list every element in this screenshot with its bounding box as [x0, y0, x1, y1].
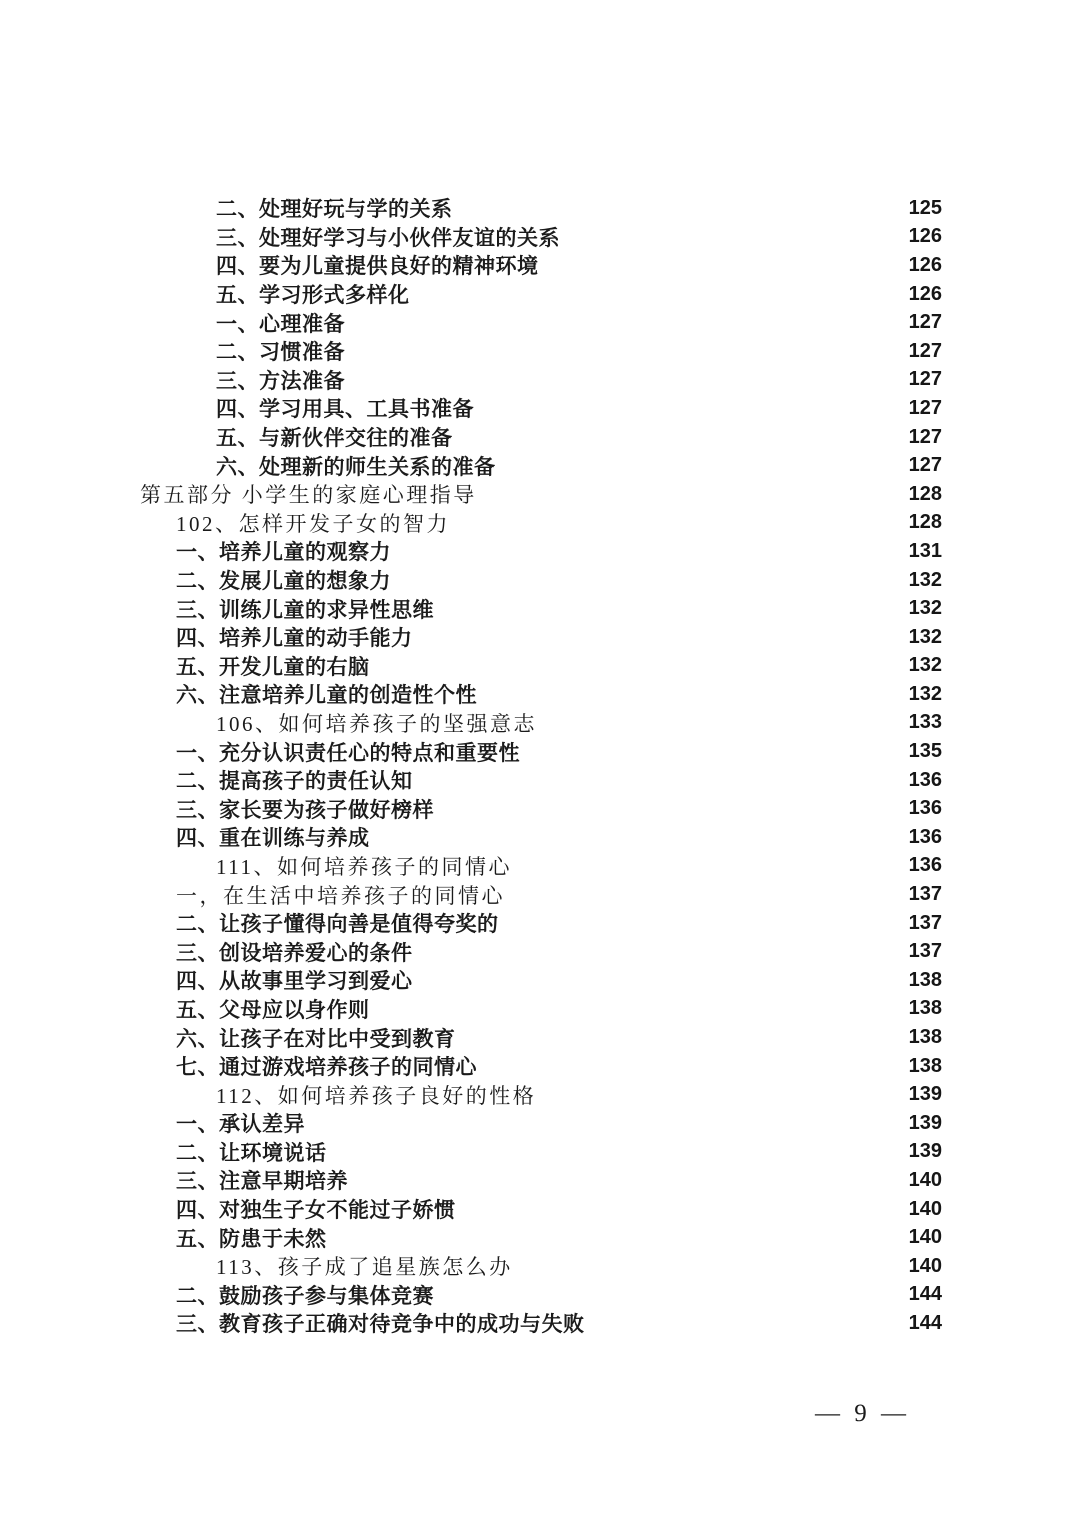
toc-entry [140, 594, 942, 623]
toc-entry [140, 937, 942, 966]
toc-entry-page: 138 [908, 997, 942, 1020]
toc-entry-title: 二、习惯准备 [216, 341, 345, 365]
toc-entry-title: 五、防患于未然 [176, 1227, 327, 1251]
toc-entry-title: 五、与新伙伴交往的准备 [216, 427, 453, 451]
toc-entry-title: 七、通过游戏培养孩子的同情心 [176, 1056, 477, 1080]
toc-entry-title: 二、提高孩子的责任认知 [176, 770, 413, 794]
toc-entry [140, 366, 942, 395]
toc-entry [140, 880, 942, 909]
toc-entry-title: 二、处理好玩与学的关系 [216, 198, 453, 222]
toc-entry [140, 480, 942, 509]
toc-entry-page: 132 [908, 597, 942, 620]
toc-entry [140, 995, 942, 1024]
toc-entry-title: 四、培养儿童的动手能力 [176, 627, 413, 651]
toc-entry [140, 1281, 942, 1310]
toc-entry-title: 四、从故事里学习到爱心 [176, 970, 413, 994]
toc-entry-title: 五、开发儿童的右脑 [176, 655, 370, 679]
toc-entry-title: 三、方法准备 [216, 369, 345, 393]
toc-entry [140, 623, 942, 652]
toc-entry-title: 102、怎样开发子女的智力 [176, 511, 450, 536]
toc-entry-page: 138 [908, 968, 942, 991]
toc-entry [140, 652, 942, 681]
toc-entry-page: 136 [908, 854, 942, 877]
toc-entry [140, 1252, 942, 1281]
toc-entry-title: 一、承认差异 [176, 1113, 305, 1137]
toc-entry [140, 1309, 942, 1338]
toc-entry-page: 127 [908, 368, 942, 391]
toc-entry-page: 144 [908, 1283, 942, 1306]
toc-entry-page: 138 [908, 1026, 942, 1049]
toc-entry-page: 140 [908, 1168, 942, 1191]
toc-entry [140, 337, 942, 366]
toc-entry-page: 137 [908, 883, 942, 906]
toc-entry-title: 二、让孩子懂得向善是值得夸奖的 [176, 913, 499, 937]
page-number-footer: — 9 — [815, 1400, 910, 1427]
toc-entry-title: 四、对独生子女不能过子娇惯 [176, 1199, 456, 1223]
toc-entry-page: 132 [908, 654, 942, 677]
toc-entry-title: 111、如何培养孩子的同情心 [216, 854, 512, 879]
toc-entry [140, 966, 942, 995]
toc-list [140, 194, 942, 1338]
toc-entry-page: 140 [908, 1226, 942, 1249]
toc-entry-page: 140 [908, 1254, 942, 1277]
toc-entry-title: 一、培养儿童的观察力 [176, 541, 391, 565]
toc-entry [140, 308, 942, 337]
toc-entry-title: 第五部分 小学生的家庭心理指导 [140, 483, 477, 508]
toc-entry-page: 140 [908, 1197, 942, 1220]
toc-entry-page: 139 [908, 1140, 942, 1163]
toc-entry [140, 1223, 942, 1252]
toc-entry [140, 737, 942, 766]
toc-entry [140, 394, 942, 423]
toc-entry-title: 三、处理好学习与小伙伴友谊的关系 [216, 226, 560, 250]
toc-entry-page: 139 [908, 1111, 942, 1134]
toc-entry [140, 251, 942, 280]
toc-entry [140, 1052, 942, 1081]
toc-entry-title: 三、创设培养爱心的条件 [176, 941, 413, 965]
toc-entry-page: 137 [908, 940, 942, 963]
toc-entry-page: 139 [908, 1083, 942, 1106]
toc-entry-page: 138 [908, 1054, 942, 1077]
toc-entry-title: 106、如何培养孩子的坚强意志 [216, 711, 537, 736]
toc-entry-page: 136 [908, 825, 942, 848]
toc-entry [140, 1109, 942, 1138]
toc-entry-title: 五、父母应以身作则 [176, 998, 370, 1022]
toc-entry [140, 823, 942, 852]
toc-entry [140, 280, 942, 309]
toc-entry-page: 126 [908, 282, 942, 305]
toc-entry [140, 1138, 942, 1167]
toc-entry [140, 709, 942, 738]
toc-entry-page: 126 [908, 225, 942, 248]
toc-entry [140, 1080, 942, 1109]
toc-entry [140, 909, 942, 938]
toc-entry-title: 三、教育孩子正确对待竞争中的成功与失败 [176, 1313, 585, 1337]
toc-entry-title: 一，在生活中培养孩子的同情心 [176, 883, 505, 908]
toc-entry-title: 五、学习形式多样化 [216, 284, 410, 308]
toc-entry-title: 113、孩子成了追星族怎么办 [216, 1255, 513, 1280]
toc-entry [140, 680, 942, 709]
toc-entry-title: 四、要为儿童提供良好的精神环境 [216, 255, 539, 279]
toc-entry-page: 136 [908, 797, 942, 820]
toc-entry-title: 一、心理准备 [216, 312, 345, 336]
toc-entry-title: 二、让环境说话 [176, 1141, 327, 1165]
toc-entry-title: 三、家长要为孩子做好榜样 [176, 798, 434, 822]
toc-entry-page: 132 [908, 625, 942, 648]
toc-entry-title: 三、训练儿童的求异性思维 [176, 598, 434, 622]
toc-entry [140, 852, 942, 881]
toc-entry-title: 六、注意培养儿童的创造性个性 [176, 684, 477, 708]
toc-entry-page: 137 [908, 911, 942, 934]
toc-entry-page: 131 [908, 539, 942, 562]
toc-entry [140, 537, 942, 566]
toc-entry-page: 132 [908, 568, 942, 591]
toc-entry [140, 451, 942, 480]
toc-entry-page: 127 [908, 339, 942, 362]
toc-entry-title: 一、充分认识责任心的特点和重要性 [176, 741, 520, 765]
toc-entry [140, 223, 942, 252]
toc-entry-title: 二、鼓励孩子参与集体竞赛 [176, 1284, 434, 1308]
toc-entry-title: 二、发展儿童的想象力 [176, 570, 391, 594]
toc-entry-page: 133 [908, 711, 942, 734]
toc-entry-page: 128 [908, 482, 942, 505]
toc-entry-page: 125 [908, 196, 942, 219]
toc-entry-page: 127 [908, 396, 942, 419]
toc-entry-page: 127 [908, 311, 942, 334]
toc-entry-page: 126 [908, 253, 942, 276]
toc-entry-page: 128 [908, 511, 942, 534]
toc-entry [140, 194, 942, 223]
toc-entry-title: 三、注意早期培养 [176, 1170, 348, 1194]
toc-entry [140, 1166, 942, 1195]
toc-entry-page: 132 [908, 682, 942, 705]
toc-entry [140, 1023, 942, 1052]
toc-entry-page: 127 [908, 454, 942, 477]
toc-entry-title: 六、处理新的师生关系的准备 [216, 455, 496, 479]
toc-entry-title: 112、如何培养孩子良好的性格 [216, 1083, 537, 1108]
toc-entry [140, 1195, 942, 1224]
toc-entry-title: 四、学习用具、工具书准备 [216, 398, 474, 422]
toc-entry-page: 136 [908, 768, 942, 791]
toc-entry-title: 六、让孩子在对比中受到教育 [176, 1027, 456, 1051]
toc-entry [140, 509, 942, 538]
toc-entry [140, 423, 942, 452]
toc-entry-title: 四、重在训练与养成 [176, 827, 370, 851]
toc-entry-page: 144 [908, 1311, 942, 1334]
toc-entry [140, 566, 942, 595]
toc-entry-page: 135 [908, 740, 942, 763]
toc-entry [140, 766, 942, 795]
toc-entry-page: 127 [908, 425, 942, 448]
toc-entry [140, 794, 942, 823]
